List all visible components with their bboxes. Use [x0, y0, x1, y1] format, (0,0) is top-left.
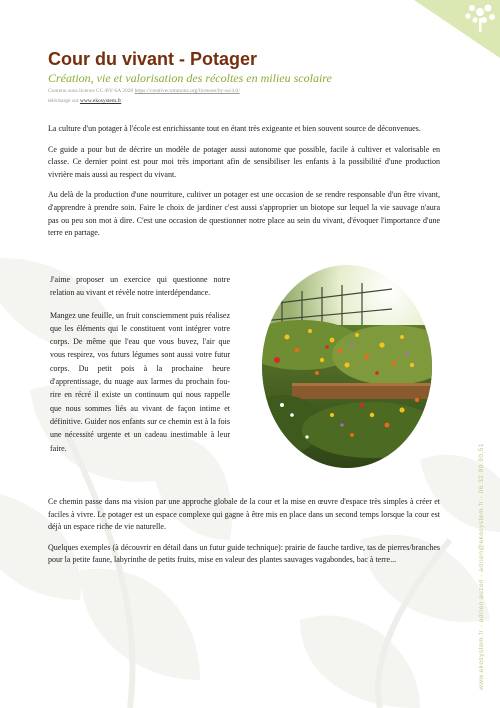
license-link[interactable]: https://creativecommons.org/licenses/by-sa/4.0/	[134, 88, 240, 94]
outro-section	[48, 496, 440, 575]
intro-paragraph: Au delà de la production d'une nourriture, cultiver un potager est une occasion de se rendre responsable d'un être vivant, d'apprendre à prendre soin. Faire le choix de jardiner c'est aussi s'approprier un biotope sur lequel la vie sauvage n'aura pas ou peu son mot à dire. C'est une occasion de questionner notre place au sein du vivant, d'évoquer l'importance d'une terre en partage.	[48, 190, 440, 238]
download-site-link[interactable]: www.ekosystem.fr	[79, 98, 122, 104]
garden-photo	[262, 265, 432, 468]
download-line	[48, 97, 448, 105]
exercise-section	[50, 273, 230, 464]
outro-paragraph: Ce chemin passe dans ma vision par une approche globale de la cour et la mise en œuvre d'espace très simples à créer et faciles à vivre. Le potager est un espace complexe qui gagne à être mis en place dans un second temps lorsque la cour est déjà un espace riche de vie naturelle.	[48, 497, 440, 532]
page-title: Cour du vivant - Potager	[48, 49, 258, 69]
license-line	[48, 87, 448, 95]
page-subtitle: Création, vie et valorisation des récoltes en milieu scolaire	[48, 71, 332, 85]
contact-credit: www.ekosystem.fr - adrien auzeil - adrien@ekosystem.fr - 06.32.90.90.51	[478, 443, 485, 690]
download-text: téléchargé sur	[48, 98, 80, 104]
outro-paragraph: Quelques exemples (à découvrir en détail dans un futur guide technique): prairie de fauche tardive, tas de pierres/branches pour la petite faune, labyrinthe de petits fruits, mise en valeur des plantes sauvages vagabondes, bac à terre...	[48, 542, 440, 565]
document-header	[48, 49, 448, 105]
intro-paragraph: La culture d'un potager à l'école est enrichissante tout en étant très exigeante et bien souvent source de déconvenues.	[48, 124, 421, 133]
intro-section	[48, 123, 440, 248]
exercise-paragraph: J'aime proposer un exercice qui questionne notre relation au vivant et révèle notre interdépendance.	[50, 275, 230, 298]
intro-paragraph: Ce guide a pour but de décrire un modèle de potager aussi autonome que possible, facile à cultiver et valorisable en classe. Ce dernier point est pour moi très important afin de sensibiliser les enfants à la possibilité d'une production vivrière mais aussi au respect du vivant.	[48, 144, 440, 179]
license-text: Contenu sous licence CC-BY-SA 2020	[48, 88, 135, 94]
exercise-paragraph: Mangez une feuille, un fruit consciemment puis réalisez que les éléments qui le constituent vont intégrer votre corps. De même que l'eau que vous buvez, l'air que vous respirez, vos futurs légumes sont aussi votre futur corps. Du petit pois à la prochaine heure d'apprentissage, du nuage aux larmes du prochain fou-rire en récré il existe un continuum qui nous rappelle que nous sommes liés au vivant de façon intime et définitive. Guider nos enfants sur ce chemin est à la fois une nécessité urgente et un cadeau inestimable à leur faire.	[50, 310, 230, 453]
